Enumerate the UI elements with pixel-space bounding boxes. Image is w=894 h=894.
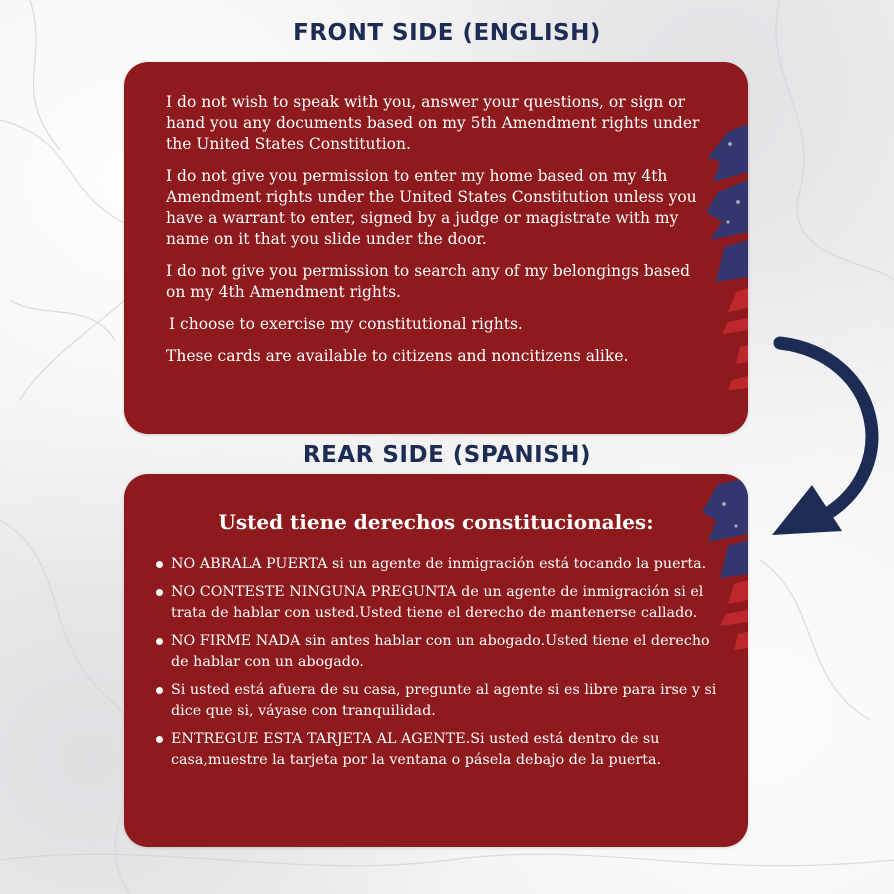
front-card <box>124 62 748 434</box>
list-item-text: NO FIRME NADA sin antes hablar con un abogado.Usted tiene el derecho de hablar con un abogado. <box>171 633 710 670</box>
front-card-text <box>166 92 706 378</box>
bullet-icon <box>156 589 163 596</box>
front-paragraph: I do not give you permission to enter my home based on my 4th Amendment rights under the United States Constitution unless you have a warrant to enter, signed by a judge or magistrate with my name on it that you slide under the door. <box>166 167 697 248</box>
rear-card <box>124 474 748 847</box>
front-side-heading: FRONT SIDE (ENGLISH) <box>293 20 601 46</box>
list-item <box>156 582 724 624</box>
list-item-text: ENTREGUE ESTA TARJETA AL AGENTE.Si usted está dentro de su casa,muestre la tarjeta por la ventana o pásela debajo de la puerta. <box>171 731 662 768</box>
list-item-text: NO ABRALA PUERTA si un agente de inmigración está tocando la puerta. <box>171 556 707 572</box>
list-item <box>156 729 724 771</box>
front-paragraph: I choose to exercise my constitutional rights. <box>169 315 523 333</box>
bullet-icon <box>156 687 163 694</box>
list-item <box>156 631 724 673</box>
list-item <box>156 554 724 575</box>
front-paragraph: I do not give you permission to search any of my belongings based on my 4th Amendment rights. <box>166 262 691 301</box>
front-paragraph: I do not wish to speak with you, answer your questions, or sign or hand you any documents based on my 5th Amendment rights under the United States Constitution. <box>166 93 700 153</box>
list-item-text: Si usted está afuera de su casa, pregunte al agente si es libre para irse y si dice que si, váyase con tranquilidad. <box>171 682 717 719</box>
list-item <box>156 680 724 722</box>
curved-arrow-icon <box>760 335 894 545</box>
rear-side-heading: REAR SIDE (SPANISH) <box>302 442 592 468</box>
bullet-icon <box>156 638 163 645</box>
bullet-icon <box>156 561 163 568</box>
list-item-text: NO CONTESTE NINGUNA PREGUNTA de un agente de inmigración si el trata de hablar con usted.Usted tiene el derecho de mantenerse callado. <box>171 584 704 621</box>
front-paragraph: These cards are available to citizens and noncitizens alike. <box>166 347 629 365</box>
bullet-icon <box>156 736 163 743</box>
rights-list <box>156 554 724 778</box>
rear-card-title: Usted tiene derechos constitucionales: <box>218 510 654 534</box>
